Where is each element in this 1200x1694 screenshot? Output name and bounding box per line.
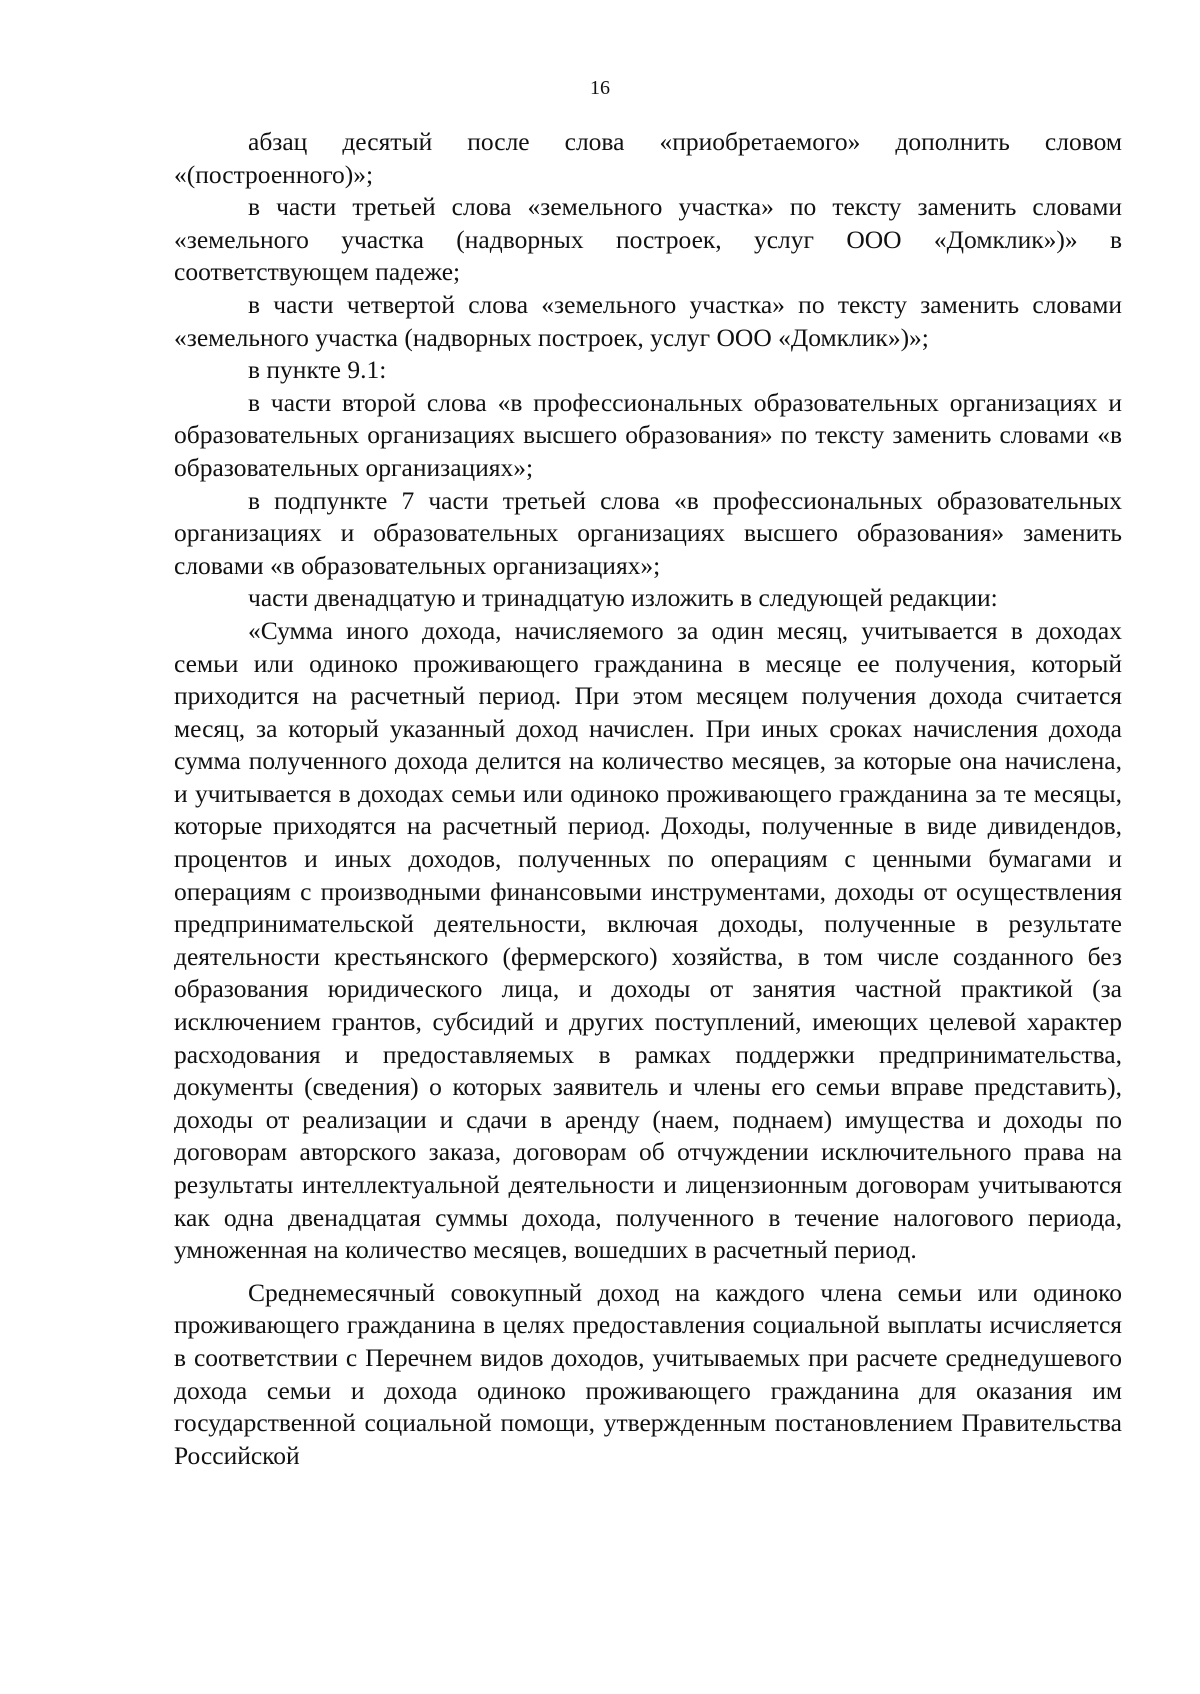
paragraph-chasti-12-13: части двенадцатую и тринадцатую изложить в следующей редакции:	[248, 583, 998, 613]
paragraph-chast-tretya: в части третьей слова «земельного участка» по тексту заменить словами «земельного участка (надворных построек, услуг ООО «Домклик»)» в соответствующем падеже;	[174, 192, 1122, 287]
paragraph-abzac-desyatyj: абзац десятый после слова «приобретаемого» дополнить словом «(построенного)»;	[174, 127, 1122, 189]
document-body	[174, 126, 1122, 1472]
page-number: 16	[590, 77, 610, 99]
paragraph-chast-vtoraya: в части второй слова «в профессиональных образовательных организациях и образовательных организациях высшего образования» по тексту заменить словами «в образовательных организациях»;	[174, 387, 1122, 482]
paragraph-podpunkt-7: в подпункте 7 части третьей слова «в профессиональных образовательных организациях и образовательных организациях высшего образования» заменить словами «в образовательных организациях»;	[174, 485, 1122, 580]
paragraph-chast-chetvertaya: в части четвертой слова «земельного участка» по тексту заменить словами «земельного участка (надворных построек, услуг ООО «Домклик»)»;	[174, 289, 1122, 352]
paragraph-punkt-9-1: в пункте 9.1:	[248, 355, 387, 385]
paragraph-summa-inogo-dohoda: «Сумма иного дохода, начисляемого за один месяц, учитывается в доходах семьи или одиноко проживающего гражданина в месяце ее получения, который приходится на расчетный период. При этом месяцем получения дохода считается месяц, за который указанный доход начислен. При иных сроках начисления дохода сумма полученного дохода делится на количество месяцев, за которые она начислена, и учитывается в доходах семьи или одиноко проживающего гражданина за те месяцы, которые приходятся на расчетный период. Доходы, полученные в виде дивидендов, процентов и иных доходов, полученных по операциям с ценными бумагами и операциям с производными финансовыми инструментами, доходы от осуществления предпринимательской деятельности, включая доходы, полученные в результате деятельности крестьянского (фермерского) хозяйства, в том числе созданного без образования юридического лица, и доходы от занятия частной практикой (за исключением грантов, субсидий и других поступлений, имеющих целевой характер расходования и предоставляемых в рамках поддержки предпринимательства, документы (сведения) о которых заявитель и члены его семьи вправе представить), доходы от реализации и сдачи в аренду (наем, поднаем) имущества и доходы по договорам авторского заказа, договорам об отчуждении исключительного права на результаты интеллектуальной деятельности и лицензионным договорам учитываются как одна двенадцатая суммы дохода, полученного в течение налогового периода, умноженная на количество месяцев, вошедших в расчетный период.	[174, 615, 1122, 1265]
paragraph-srednemesyachnyj-dohod: Среднемесячный совокупный доход на каждого члена семьи или одиноко проживающего гражданина в целях предоставления социальной выплаты исчисляется в соответствии с Перечнем видов доходов, учитываемых при расчете среднедушевого дохода семьи и дохода одиноко проживающего гражданина для оказания им государственной социальной помощи, утвержденным постановлением Правительства Российской	[174, 1277, 1122, 1470]
